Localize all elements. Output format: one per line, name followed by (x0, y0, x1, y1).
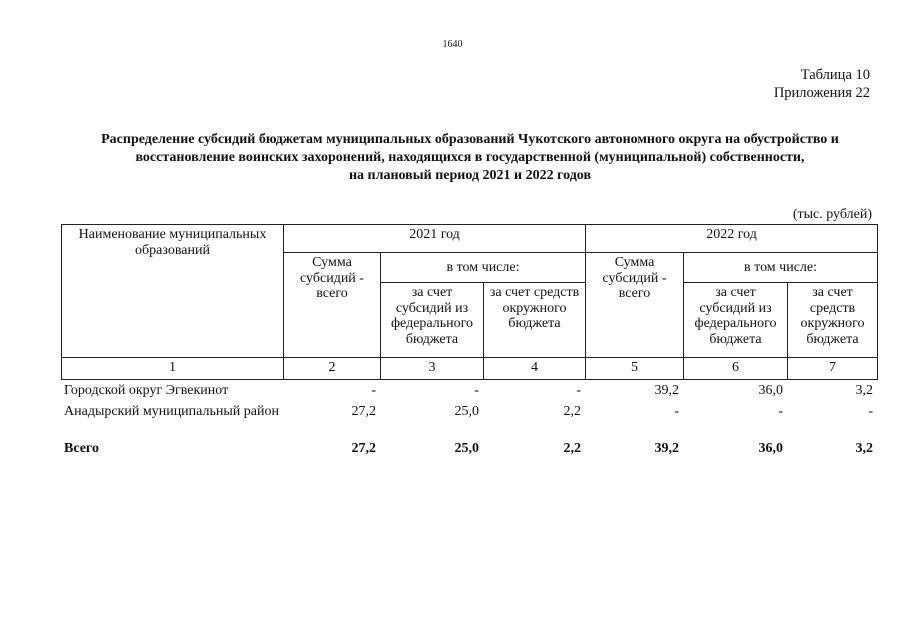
cell-value: - (868, 404, 873, 419)
cell-value: 27,2 (351, 404, 376, 419)
cell-value: 3,2 (855, 441, 873, 456)
cell-value: 39,2 (654, 441, 679, 456)
cell-value: - (474, 383, 479, 398)
header-year-2022: 2022 год (586, 225, 878, 253)
data-table (64, 383, 877, 457)
column-number-row (62, 358, 878, 380)
cell-value: 2,2 (563, 441, 581, 456)
header-name-col: Наименование муниципальных образований (62, 225, 284, 358)
header-table (61, 224, 878, 380)
page-number: 1640 (442, 39, 463, 50)
row-name: Городской округ Эгвекинот (64, 383, 229, 398)
header-sum-total-2022: Сумма субсидий - всего (586, 253, 684, 358)
cell-value: - (576, 383, 581, 398)
cell-value: - (778, 404, 783, 419)
table-ref-line-2: Приложения 22 (773, 85, 870, 101)
header-year-2021: 2021 год (284, 225, 586, 253)
cell-value: 36,0 (758, 441, 783, 456)
column-number: 7 (788, 358, 878, 380)
row-name: Всего (64, 441, 99, 456)
cell-value: - (674, 404, 679, 419)
column-number: 1 (62, 358, 284, 380)
title-line-2: восстановление воинских захоронений, находящихся в государственной (муниципальной) собственности, (135, 150, 805, 165)
table-ref-line-1: Таблица 10 (800, 67, 870, 83)
header-federal-2022: за счет субсидий из федерального бюджета (684, 283, 788, 358)
cell-value: - (371, 383, 376, 398)
cell-value: 27,2 (351, 441, 376, 456)
title-line-3: на плановый период 2021 и 2022 годов (348, 168, 592, 183)
cell-value: 36,0 (758, 383, 783, 398)
header-district-2022: за счет средств окружного бюджета (788, 283, 878, 358)
cell-value: 25,0 (454, 441, 479, 456)
table-reference (774, 66, 870, 102)
header-federal-2021: за счет субсидий из федерального бюджета (381, 283, 484, 358)
cell-value: 3,2 (855, 383, 873, 398)
table-row (64, 404, 877, 441)
total-row (64, 441, 877, 457)
header-including-2022: в том числе: (684, 253, 878, 283)
title-line-1: Распределение субсидий бюджетам муниципальных образований Чукотского автономного округа на обустройство и (101, 132, 839, 147)
column-number: 5 (586, 358, 684, 380)
cell-value: 25,0 (454, 404, 479, 419)
units-label: (тыс. рублей) (792, 207, 872, 222)
table-row (64, 383, 877, 404)
column-number: 3 (381, 358, 484, 380)
header-district-2021: за счет средств окружного бюджета (484, 283, 586, 358)
cell-value: 2,2 (563, 404, 581, 419)
header-sum-total-2021: Сумма субсидий - всего (284, 253, 381, 358)
column-number: 6 (684, 358, 788, 380)
column-number: 4 (484, 358, 586, 380)
row-name: Анадырский муниципальный район (64, 404, 279, 419)
document-title (40, 131, 900, 185)
cell-value: 39,2 (654, 383, 679, 398)
header-including-2021: в том числе: (381, 253, 586, 283)
column-number: 2 (284, 358, 381, 380)
